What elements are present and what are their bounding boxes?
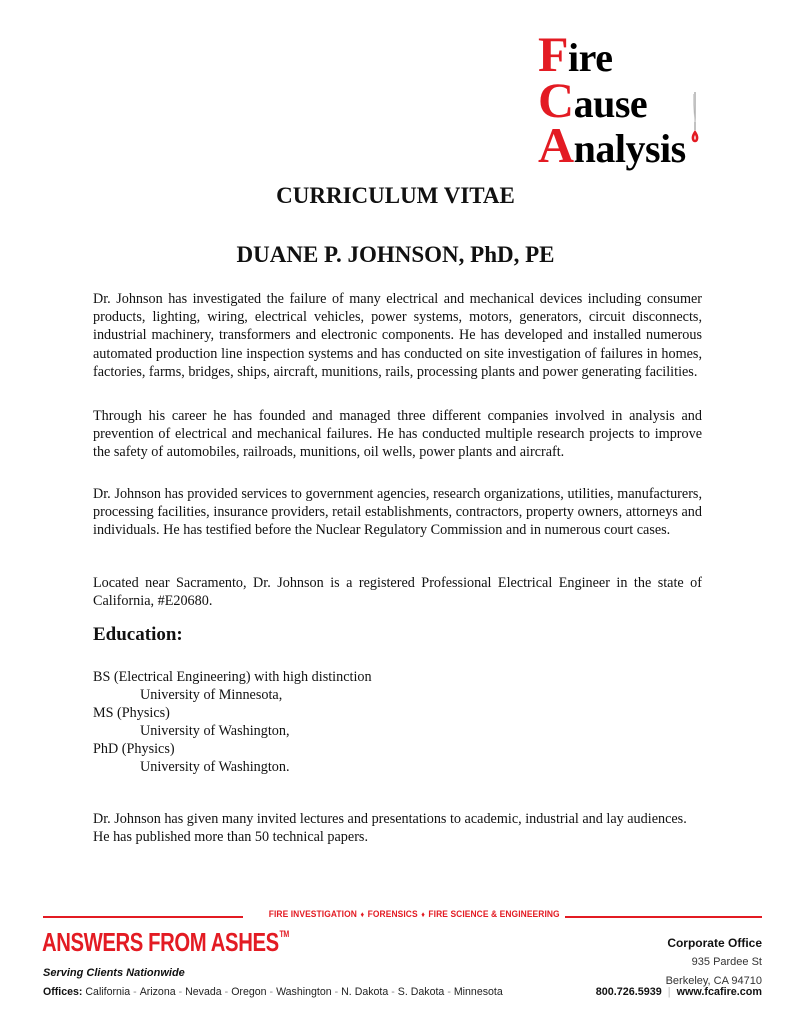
footer-rule-left (43, 916, 243, 918)
offices-separator: - (133, 986, 137, 998)
bio-paragraph-3: Dr. Johnson has provided services to government agencies, research organizations, utilities, manufacturers, processing facilities, insurance providers, retail establishments, contractors, property owners, attorneys and individuals. He has testified before the Nuclear Regulatory Commission and in numerous court cases. (93, 486, 702, 539)
offices-separator: - (334, 986, 339, 998)
education-school: University of Minnesota, (140, 687, 283, 703)
logo-text-ire: ire (568, 35, 613, 80)
closing-paragraph: Dr. Johnson has given many invited lectures and presentations to academic, industrial and lay audiences. He has published more than 50 technical papers. (93, 811, 687, 846)
trademark-mark: TM (279, 929, 289, 939)
corporate-office-heading: Corporate Office (667, 936, 762, 950)
tagline-item: FIRE INVESTIGATION (268, 909, 357, 920)
logo-line-analysis (538, 117, 686, 173)
phone-number[interactable]: 800.726.5939 (595, 986, 662, 998)
education-degree: PhD (Physics) (93, 741, 175, 757)
offices-separator: - (224, 986, 229, 998)
logo-cap-c: C (538, 72, 574, 128)
person-name: DUANE P. JOHNSON, PhD, PE (236, 242, 555, 267)
footer-contact (596, 986, 762, 998)
contact-separator: | (667, 986, 671, 998)
address-line-1: 935 Pardee St (691, 956, 762, 968)
company-logo (538, 26, 708, 173)
footer-tagline (268, 909, 560, 920)
website-link[interactable]: www.fcafire.com (676, 986, 762, 998)
office-location: Nevada (185, 986, 222, 998)
offices-separator: - (447, 986, 451, 998)
education-degree: BS (Electrical Engineering) with high distinction (93, 669, 372, 685)
bio-paragraph-1: Dr. Johnson has investigated the failure of many electrical and mechanical devices including consumer products, lighting, wiring, electrical vehicles, power systems, motors, generators, circuit disconnects, industrial machinery, transformers and electronic components. He has developed and installed numerous automated production line inspection systems and has conducted on site investigation of failures in homes, factories, farms, bridges, ships, aircraft, munitions, rails, processing plants and power generating facilities. (93, 291, 702, 380)
offices-label: Offices: (43, 986, 83, 998)
education-heading: Education: (93, 624, 183, 645)
tagline-item: FORENSICS (367, 909, 418, 920)
bio-paragraph-4: Located near Sacramento, Dr. Johnson is a registered Professional Electrical Engineer in the state of California, #E20680. (93, 575, 702, 610)
flame-drop-icon: ♦ (421, 910, 425, 919)
logo-cap-f: F (538, 26, 569, 82)
brand-text: ANSWERS FROM ASHES (42, 927, 279, 957)
logo-cap-a: A (538, 117, 574, 173)
education-degree: MS (Physics) (93, 705, 170, 721)
office-location: Minnesota (453, 986, 503, 998)
footer-rule-right (565, 916, 762, 918)
office-location: Oregon (231, 986, 267, 998)
offices-separator: - (269, 986, 274, 998)
office-location: Washington (276, 986, 332, 998)
footer-brand-slogan (42, 927, 289, 958)
education-list (93, 668, 372, 776)
office-location: N. Dakota (341, 986, 389, 998)
footer-offices (43, 986, 503, 998)
office-location: California (85, 986, 131, 998)
offices-separator: - (178, 986, 183, 998)
logo-text-ause: ause (573, 81, 648, 126)
match-flame-icon (688, 92, 702, 144)
education-school: University of Washington. (140, 759, 290, 775)
office-location: Arizona (139, 986, 176, 998)
corporate-office-block (666, 934, 762, 991)
offices-separator: - (391, 986, 395, 998)
tagline-item: FIRE SCIENCE & ENGINEERING (428, 909, 560, 920)
bio-paragraph-2: Through his career he has founded and managed three different companies involved in analysis and prevention of electrical and mechanical failures. He has conducted multiple research projects to improve the safety of automobiles, railroads, munitions, oil wells, power plants and aircraft. (93, 408, 702, 461)
footer-serving: Serving Clients Nationwide (43, 967, 185, 979)
address-line-2: Berkeley, CA 94710 (665, 975, 762, 987)
logo-text-nalysis: nalysis (573, 126, 686, 171)
education-school: University of Washington, (140, 723, 290, 739)
flame-drop-icon: ♦ (360, 910, 365, 919)
office-location: S. Dakota (397, 986, 445, 998)
document-title: CURRICULUM VITAE (276, 183, 515, 208)
